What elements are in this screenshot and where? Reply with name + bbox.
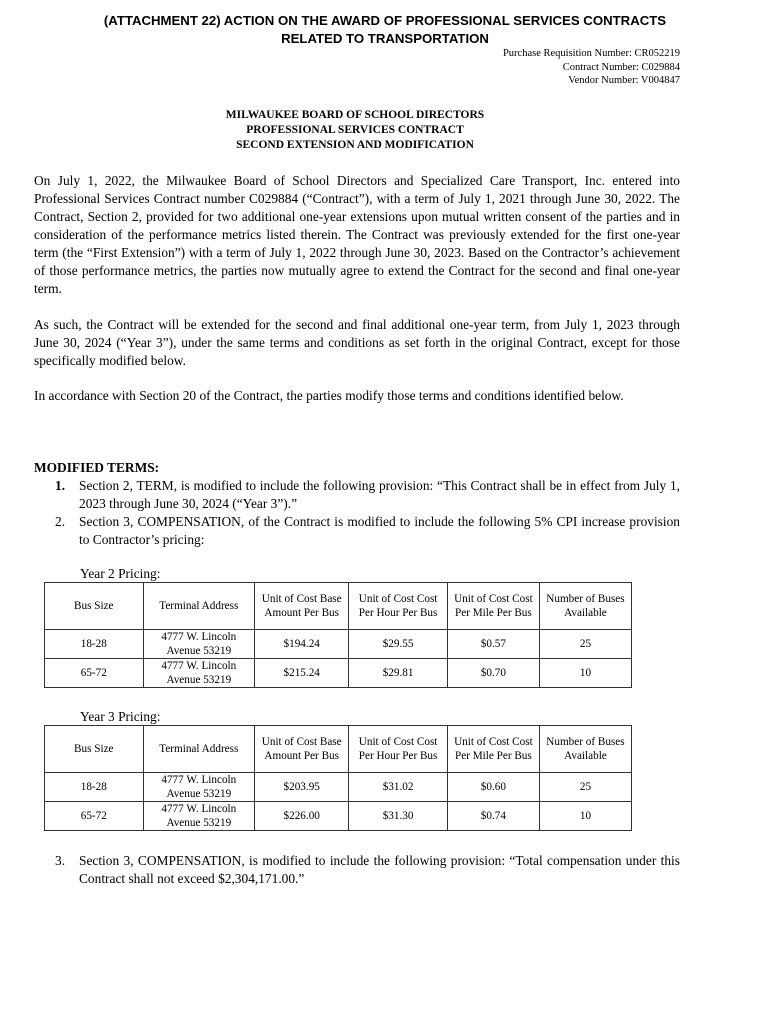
term-item-3-number: 3.	[55, 853, 66, 868]
header-base-amount: Unit of Cost Base Amount Per Bus	[255, 726, 349, 773]
cell-cost-per-mile: $0.70	[447, 659, 539, 688]
cell-buses-available: 10	[539, 659, 631, 688]
year3-pricing-table	[44, 725, 632, 831]
attachment-title	[40, 12, 730, 48]
header-buses-available: Number of Buses Available	[539, 583, 631, 630]
header-cost-per-hour: Unit of Cost Cost Per Hour Per Bus	[349, 726, 448, 773]
modified-terms-heading: MODIFIED TERMS:	[34, 460, 160, 475]
header-buses-available: Number of Buses Available	[539, 726, 631, 773]
header-bus-size: Bus Size	[45, 726, 144, 773]
year2-pricing-table	[44, 582, 632, 688]
table-row	[45, 659, 632, 688]
cell-terminal-address: 4777 W. Lincoln Avenue 53219	[143, 659, 255, 688]
accordance-paragraph: In accordance with Section 20 of the Contract, the parties modify those terms and conditions identified below.	[34, 388, 624, 403]
contract-number: Contract Number: C029884	[562, 61, 680, 73]
cell-bus-size: 18-28	[45, 773, 144, 802]
cell-bus-size: 65-72	[45, 802, 144, 831]
header-bus-size: Bus Size	[45, 583, 144, 630]
cell-cost-per-mile: $0.74	[447, 802, 539, 831]
year2-caption: Year 2 Pricing:	[80, 566, 161, 581]
contract-heading	[150, 108, 560, 153]
header-cost-per-hour: Unit of Cost Cost Per Hour Per Bus	[349, 583, 448, 630]
term-item-2-number: 2.	[55, 514, 66, 529]
header-terminal-address: Terminal Address	[143, 583, 255, 630]
vendor-number: Vendor Number: V004847	[568, 75, 680, 86]
cell-cost-per-mile: $0.60	[447, 773, 539, 802]
table-header-row	[45, 583, 632, 630]
term-item-1-number: 1.	[55, 478, 66, 493]
intro-paragraph: On July 1, 2022, the Milwaukee Board of School Directors and Specialized Care Transport, Inc. entered into Professional Services Contract number C029884 (“Contract”), with a term of July 1, 2021 through June 30, 2022. The Contract, Section 2, provided for two additional one-year extensions upon mutual written consent of the parties and in consideration of the performance metrics listed therein. The Contract was previously extended for the first one-year term (the “First Extension”) with a term of July 1, 2022 through June 30, 2023. Based on the Contractor’s achievement of those performance metrics, the parties now mutually agree to extend the Contract for the second and final one-year term.	[34, 173, 680, 296]
cell-terminal-address: 4777 W. Lincoln Avenue 53219	[143, 630, 255, 659]
term-item-2-text: Section 3, COMPENSATION, of the Contract is modified to include the following 5% CPI increase provision to Contractor’s pricing:	[79, 514, 680, 547]
table-row	[45, 802, 632, 831]
term-item-3	[55, 852, 680, 888]
contract-heading-line1: MILWAUKEE BOARD OF SCHOOL DIRECTORS	[225, 109, 485, 121]
cell-buses-available: 10	[539, 802, 631, 831]
term-item-3-text: Section 3, COMPENSATION, is modified to include the following provision: “Total compensation under this Contract shall not exceed $2,304,171.00.”	[79, 853, 680, 886]
cell-buses-available: 25	[539, 630, 631, 659]
requisition-number: Purchase Requisition Number: CR052219	[502, 48, 680, 59]
cell-terminal-address: 4777 W. Lincoln Avenue 53219	[143, 802, 255, 831]
term-item-1	[55, 477, 680, 513]
cell-buses-available: 25	[539, 773, 631, 802]
cell-base-amount: $194.24	[255, 630, 349, 659]
cell-cost-per-hour: $31.02	[349, 773, 448, 802]
cell-base-amount: $226.00	[255, 802, 349, 831]
header-terminal-address: Terminal Address	[143, 726, 255, 773]
header-cost-per-mile: Unit of Cost Cost Per Mile Per Bus	[447, 583, 539, 630]
cell-bus-size: 18-28	[45, 630, 144, 659]
year3-caption: Year 3 Pricing:	[80, 709, 161, 724]
extension-paragraph: As such, the Contract will be extended for the second and final additional one-year term, from July 1, 2023 through June 30, 2024 (“Year 3”), under the same terms and conditions as set forth in the original Contract, except for those specifically modified below.	[34, 317, 680, 368]
term-item-1-text: Section 2, TERM, is modified to include the following provision: “This Contract shall be in effect from July 1, 2023 through June 30, 2024 (“Year 3”).”	[79, 478, 680, 511]
contract-heading-line3: SECOND EXTENSION AND MODIFICATION	[236, 139, 474, 151]
cell-cost-per-hour: $31.30	[349, 802, 448, 831]
term-item-2	[55, 513, 680, 549]
table-header-row	[45, 726, 632, 773]
header-cost-per-mile: Unit of Cost Cost Per Mile Per Bus	[447, 726, 539, 773]
reference-numbers	[503, 47, 680, 88]
cell-cost-per-hour: $29.81	[349, 659, 448, 688]
header-base-amount: Unit of Cost Base Amount Per Bus	[255, 583, 349, 630]
table-row	[45, 630, 632, 659]
cell-cost-per-mile: $0.57	[447, 630, 539, 659]
attachment-title-line1: (ATTACHMENT 22) ACTION ON THE AWARD OF PROFESSIONAL SERVICES CONTRACTS	[103, 13, 667, 28]
cell-cost-per-hour: $29.55	[349, 630, 448, 659]
table-row	[45, 773, 632, 802]
cell-base-amount: $215.24	[255, 659, 349, 688]
cell-terminal-address: 4777 W. Lincoln Avenue 53219	[143, 773, 255, 802]
cell-base-amount: $203.95	[255, 773, 349, 802]
cell-bus-size: 65-72	[45, 659, 144, 688]
contract-heading-line2: PROFESSIONAL SERVICES CONTRACT	[246, 124, 464, 136]
attachment-title-line2: RELATED TO TRANSPORTATION	[281, 31, 489, 46]
